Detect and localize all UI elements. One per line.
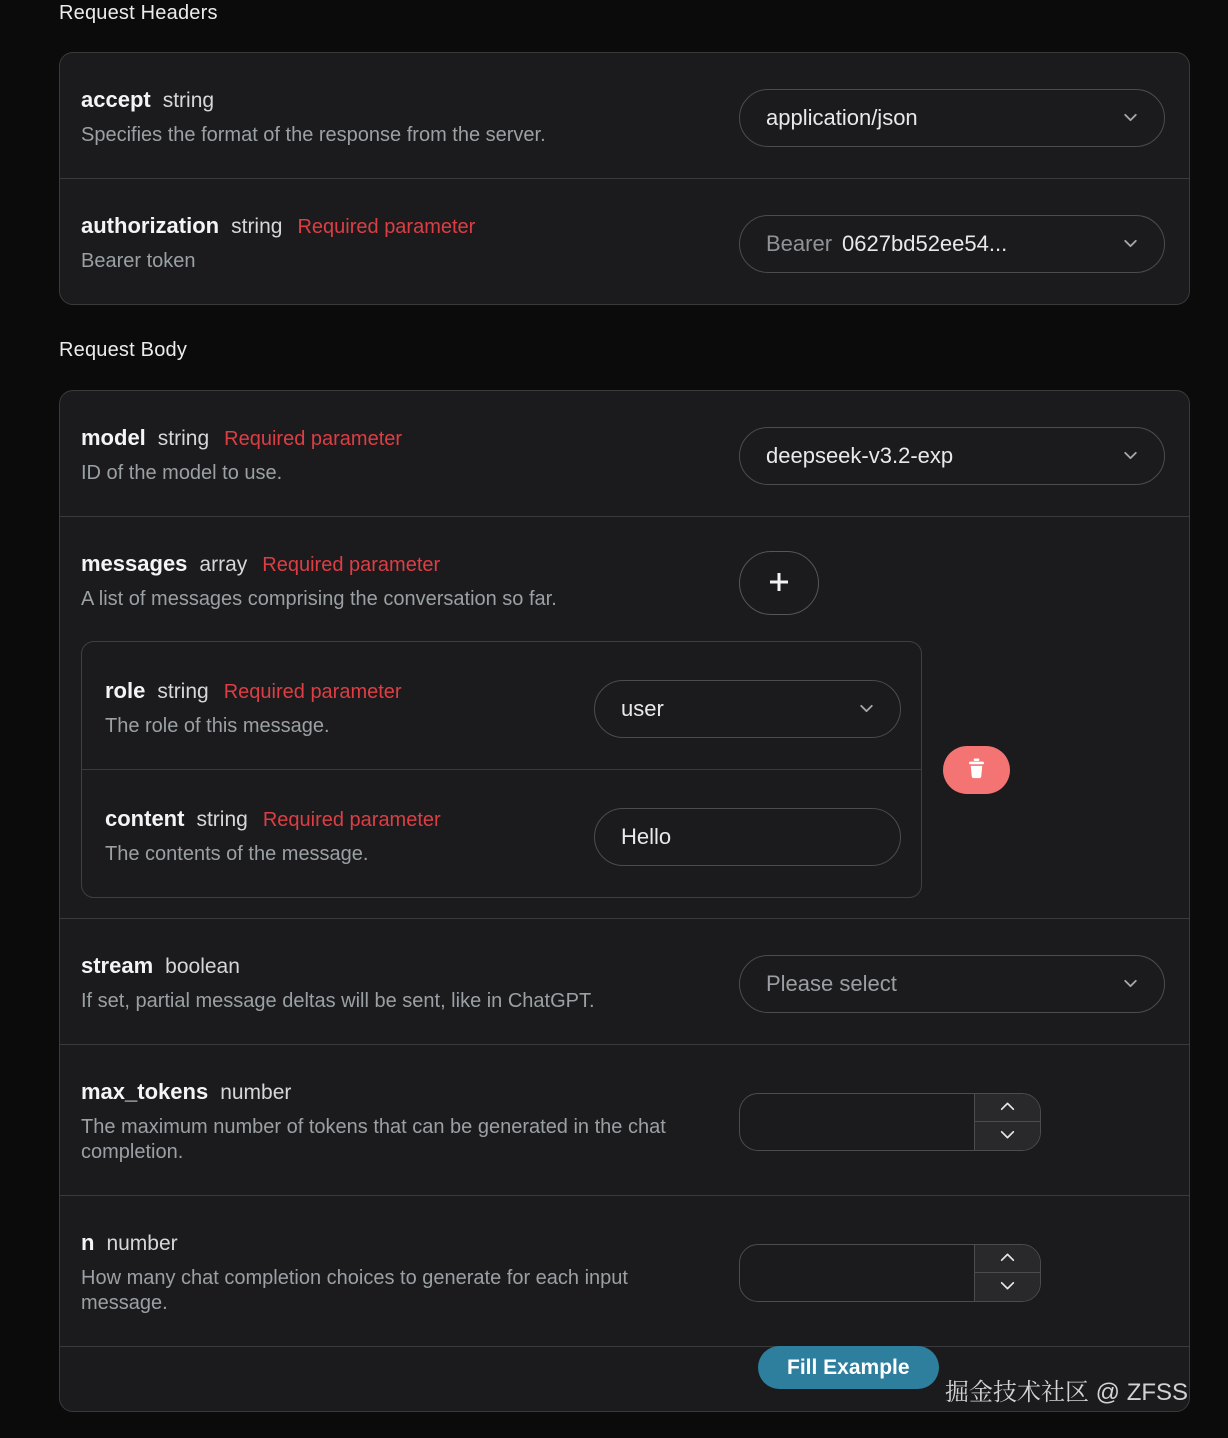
max-tokens-number-control [739,1093,1041,1151]
authorization-prefix: Bearer [766,230,833,256]
chevron-up-icon [999,1100,1016,1115]
role-select-value: user [621,695,664,721]
param-type: array [199,553,248,576]
required-badge: Required parameter [262,554,441,576]
param-row-max-tokens [60,1044,1189,1195]
request-body-card [59,390,1190,1412]
authorization-select[interactable] [739,215,1165,273]
param-description: A list of messages comprising the conversation so far. [81,588,557,610]
chevron-down-icon [999,1280,1016,1295]
param-description: The role of this message. [105,715,330,737]
param-type: string [196,808,248,831]
required-badge: Required parameter [223,681,402,703]
param-name: n [81,1230,95,1255]
chevron-up-icon [999,1251,1016,1266]
param-name: role [105,678,146,703]
param-row-n [60,1195,1189,1346]
param-type: string [157,427,210,450]
role-select[interactable] [594,680,901,738]
trash-icon [965,757,988,783]
n-input[interactable] [740,1245,974,1301]
stepper-decrement-button[interactable] [975,1273,1040,1301]
stream-select[interactable] [739,955,1165,1013]
param-type: number [106,1232,178,1255]
param-type: string [157,680,209,703]
param-type: number [220,1081,292,1104]
plus-icon [764,567,794,600]
param-row-messages [60,516,1189,918]
authorization-token-value: 0627bd52ee54... [842,230,1008,256]
chevron-down-icon [999,1129,1016,1144]
add-message-button[interactable] [739,551,819,615]
param-description: Bearer token [81,250,196,272]
param-row-role [82,642,921,769]
param-name: content [105,806,185,831]
content-input[interactable] [594,808,901,866]
param-description: Specifies the format of the response from the server. [81,124,546,146]
param-name: max_tokens [81,1079,209,1104]
param-row-stream [60,918,1189,1044]
stream-select-placeholder: Please select [766,970,897,996]
param-description: ID of the model to use. [81,462,283,484]
param-description: The contents of the message. [105,843,369,865]
accept-select[interactable] [739,89,1165,147]
n-stepper [974,1245,1040,1301]
request-headers-title: Request Headers [59,2,218,24]
param-row-authorization [60,178,1189,304]
chevron-down-icon [857,699,876,718]
required-badge: Required parameter [262,809,441,831]
param-description: The maximum number of tokens that can be generated in the chat completion. [81,1116,666,1163]
n-number-control [739,1244,1041,1302]
param-name: stream [81,953,154,978]
accept-select-value: application/json [766,104,918,130]
stepper-decrement-button[interactable] [975,1122,1040,1150]
required-badge: Required parameter [297,216,476,238]
stepper-increment-button[interactable] [975,1245,1040,1273]
model-select[interactable] [739,427,1165,485]
required-badge: Required parameter [224,428,403,450]
request-headers-card [59,52,1190,305]
model-select-value: deepseek-v3.2-exp [766,442,954,468]
stepper-increment-button[interactable] [975,1094,1040,1122]
chevron-down-icon [1121,446,1140,465]
message-item-card [81,641,922,898]
delete-message-button[interactable] [943,746,1010,794]
request-body-title: Request Body [59,339,188,361]
chevron-down-icon [1121,234,1140,253]
param-row-model [60,391,1189,516]
max-tokens-stepper [974,1094,1040,1150]
param-description: If set, partial message deltas will be sent, like in ChatGPT. [81,990,595,1012]
param-type: boolean [165,955,240,978]
param-name: model [81,425,146,450]
param-type: string [231,215,283,238]
max-tokens-input[interactable] [740,1094,974,1150]
param-row-content [82,769,921,897]
param-type: string [162,89,215,112]
fill-example-button[interactable]: Fill Example [758,1346,939,1389]
watermark-text: 掘金技术社区 @ ZFSS [945,1379,1189,1406]
param-row-accept [60,53,1189,178]
chevron-down-icon [1121,108,1140,127]
param-name: authorization [81,213,220,238]
param-name: messages [81,551,188,576]
chevron-down-icon [1121,974,1140,993]
param-name: accept [81,87,151,112]
param-description: How many chat completion choices to generate for each input message. [81,1267,628,1314]
